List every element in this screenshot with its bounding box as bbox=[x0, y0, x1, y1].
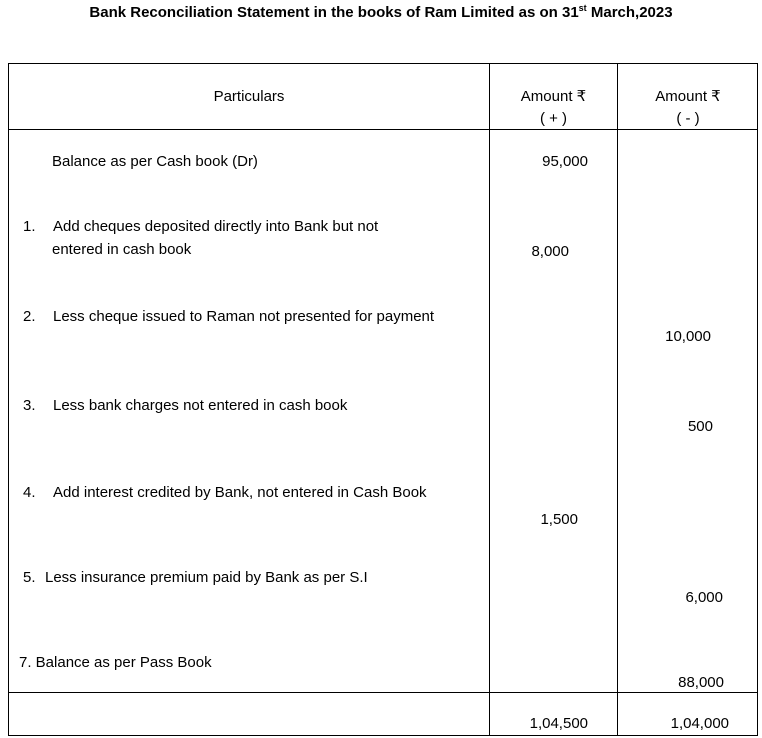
row-5-text: Less insurance premium paid by Bank as per S.I bbox=[45, 569, 368, 586]
row-cash-book-balance-text: Balance as per Cash book (Dr) bbox=[52, 153, 258, 170]
total-minus: 1,04,000 bbox=[670, 715, 729, 732]
header-divider bbox=[9, 129, 757, 130]
row-cash-book-balance-plus: 95,000 bbox=[542, 153, 588, 170]
row-2-number: 2. bbox=[23, 308, 36, 325]
row-3-text: Less bank charges not entered in cash book bbox=[53, 397, 348, 414]
row-5-minus: 6,000 bbox=[685, 589, 723, 606]
totals-divider bbox=[9, 692, 757, 693]
row-3-minus: 500 bbox=[687, 418, 713, 435]
header-plus-sign: ( + ) bbox=[539, 110, 568, 127]
row-2-text: Less cheque issued to Raman not presented for payment bbox=[53, 308, 435, 325]
reconciliation-table bbox=[8, 63, 758, 736]
total-plus: 1,04,500 bbox=[529, 715, 588, 732]
header-amount-plus: Amount ₹ bbox=[520, 88, 587, 105]
row-pass-book-balance-text: 7. Balance as per Pass Book bbox=[19, 654, 212, 671]
column-divider-2 bbox=[617, 64, 618, 735]
row-4-number: 4. bbox=[23, 484, 36, 501]
row-1-plus: 8,000 bbox=[531, 243, 569, 260]
row-1-text-cont: entered in cash book bbox=[52, 241, 192, 258]
header-amount-minus: Amount ₹ bbox=[655, 88, 721, 105]
row-4-text: Add interest credited by Bank, not entered in Cash Book bbox=[53, 484, 427, 501]
row-3-number: 3. bbox=[23, 397, 36, 414]
header-minus-sign: ( - ) bbox=[676, 110, 700, 127]
row-1-text: Add cheques deposited directly into Bank but not bbox=[53, 218, 379, 235]
header-particulars: Particulars bbox=[213, 88, 285, 105]
row-4-plus: 1,500 bbox=[540, 511, 578, 528]
row-1-number: 1. bbox=[23, 218, 36, 235]
row-5-number: 5. bbox=[23, 569, 36, 586]
row-2-minus: 10,000 bbox=[665, 328, 711, 345]
statement-title: Bank Reconciliation Statement in the books of Ram Limited as on 31st March,2023 bbox=[89, 3, 673, 21]
row-pass-book-balance-minus: 88,000 bbox=[678, 674, 724, 691]
